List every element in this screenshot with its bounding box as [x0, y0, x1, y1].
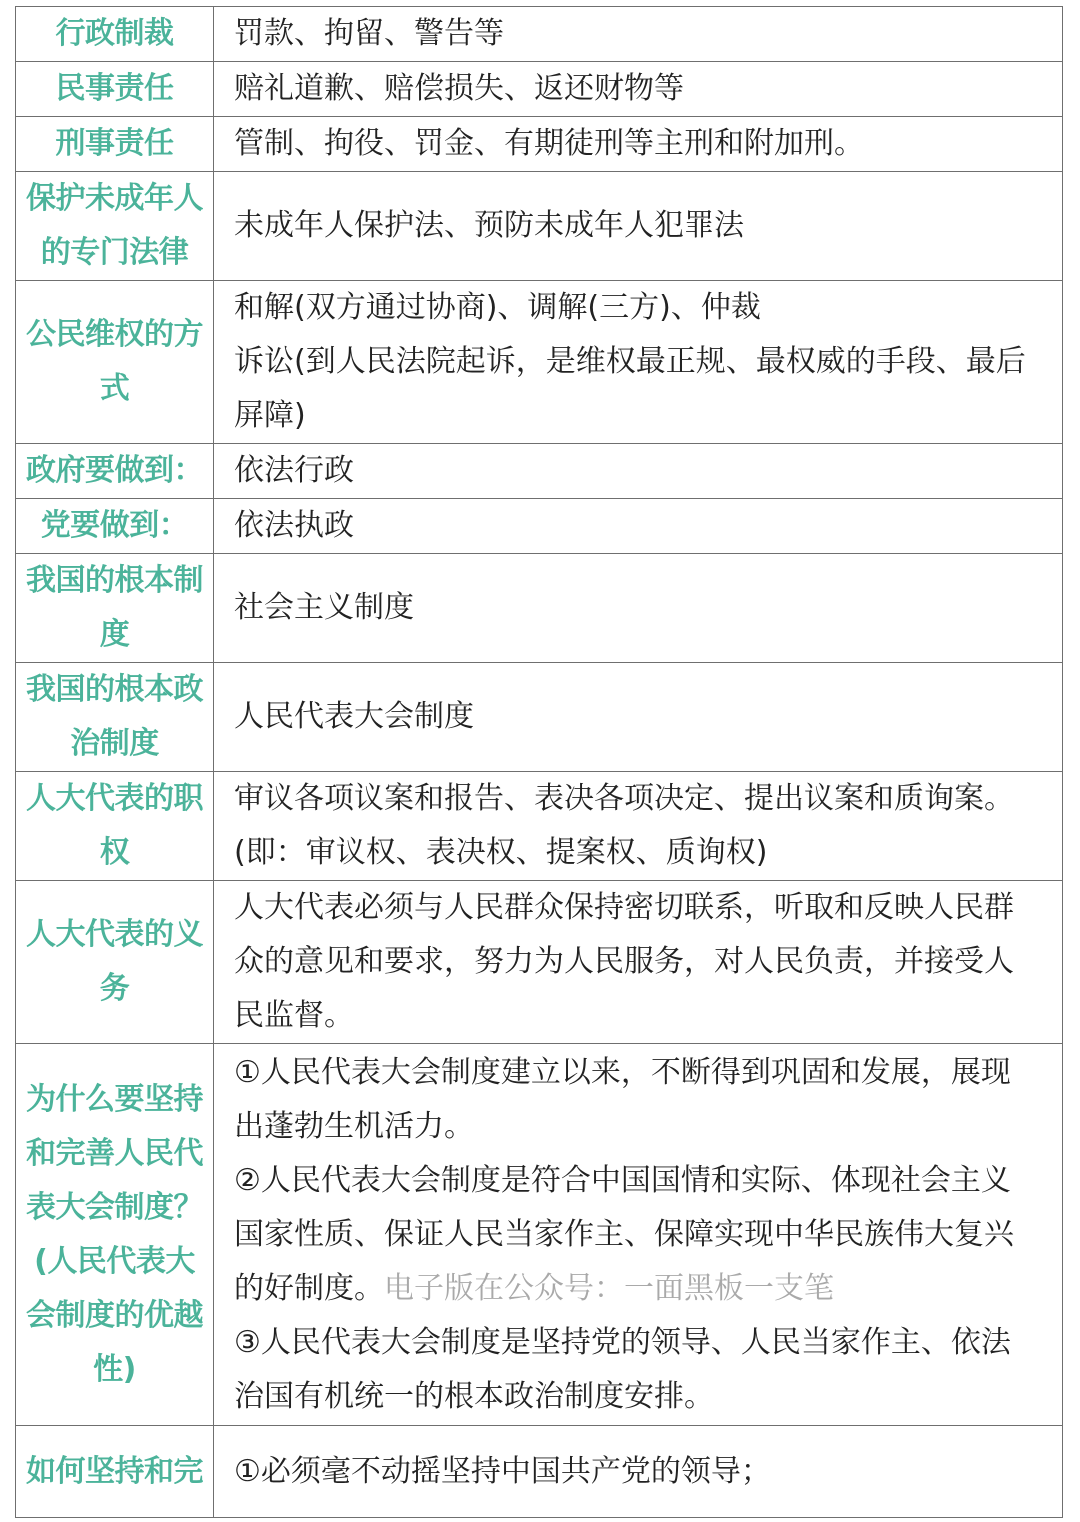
row-content: 依法行政	[214, 444, 1063, 499]
row-content: 审议各项议案和报告、表决各项决定、提出议案和质询案。 (即：审议权、表决权、提案权、质询权)	[214, 772, 1063, 881]
table-row	[16, 444, 1063, 499]
table-row	[16, 117, 1063, 172]
table-row	[16, 663, 1063, 772]
row-label: 党要做到：	[16, 499, 214, 554]
knowledge-table	[15, 6, 1063, 1518]
table-row	[16, 772, 1063, 881]
content-line-with-watermark: 的好制度。电子版在公众号：一面黑板一支笔	[234, 1270, 834, 1306]
row-content: 和解(双方通过协商)、调解(三方)、仲裁 诉讼(到人民法院起诉，是维权最正规、最权威的手段、最后 屏障)	[214, 281, 1063, 444]
table-row	[16, 499, 1063, 554]
row-content: 赔礼道歉、赔偿损失、返还财物等	[214, 62, 1063, 117]
table-row	[16, 881, 1063, 1044]
row-label: 人大代表的义 务	[16, 881, 214, 1044]
row-label: 如何坚持和完	[16, 1426, 214, 1518]
row-label: 政府要做到：	[16, 444, 214, 499]
row-content: 社会主义制度	[214, 554, 1063, 663]
table-row	[16, 281, 1063, 444]
row-content: 人大代表必须与人民群众保持密切联系，听取和反映人民群 众的意见和要求，努力为人民服务，对人民负责，并接受人 民监督。	[214, 881, 1063, 1044]
table-row	[16, 62, 1063, 117]
table-row	[16, 172, 1063, 281]
row-label: 为什么要坚持 和完善人民代 表大会制度？ (人民代表大 会制度的优越 性)	[16, 1044, 214, 1426]
row-content: 未成年人保护法、预防未成年人犯罪法	[214, 172, 1063, 281]
row-content: ①人民代表大会制度建立以来，不断得到巩固和发展，展现 出蓬勃生机活力。 ②人民代表大会制度是符合中国国情和实际、体现社会主义 国家性质、保证人民当家作主、保障实现中华民族伟大复兴 的好制度。电子版在公众号：一面黑板一支笔 ③人民代表大会制度是坚持党的领导、人民当家作主、依法 治国有机统一的根本政治制度安排。	[214, 1044, 1063, 1426]
row-label: 行政制裁	[16, 7, 214, 62]
row-label: 民事责任	[16, 62, 214, 117]
row-content: 罚款、拘留、警告等	[214, 7, 1063, 62]
row-label: 刑事责任	[16, 117, 214, 172]
watermark-text: 电子版在公众号：一面黑板一支笔	[384, 1270, 834, 1306]
row-content: 人民代表大会制度	[214, 663, 1063, 772]
row-label: 公民维权的方 式	[16, 281, 214, 444]
table-row	[16, 554, 1063, 663]
row-content: ①必须毫不动摇坚持中国共产党的领导；	[214, 1426, 1063, 1518]
row-label: 我国的根本制 度	[16, 554, 214, 663]
row-label: 保护未成年人 的专门法律	[16, 172, 214, 281]
row-content: 依法执政	[214, 499, 1063, 554]
table-row	[16, 1044, 1063, 1426]
table-row	[16, 1426, 1063, 1518]
row-content: 管制、拘役、罚金、有期徒刑等主刑和附加刑。	[214, 117, 1063, 172]
table-row	[16, 7, 1063, 62]
row-label: 我国的根本政 治制度	[16, 663, 214, 772]
row-label: 人大代表的职 权	[16, 772, 214, 881]
